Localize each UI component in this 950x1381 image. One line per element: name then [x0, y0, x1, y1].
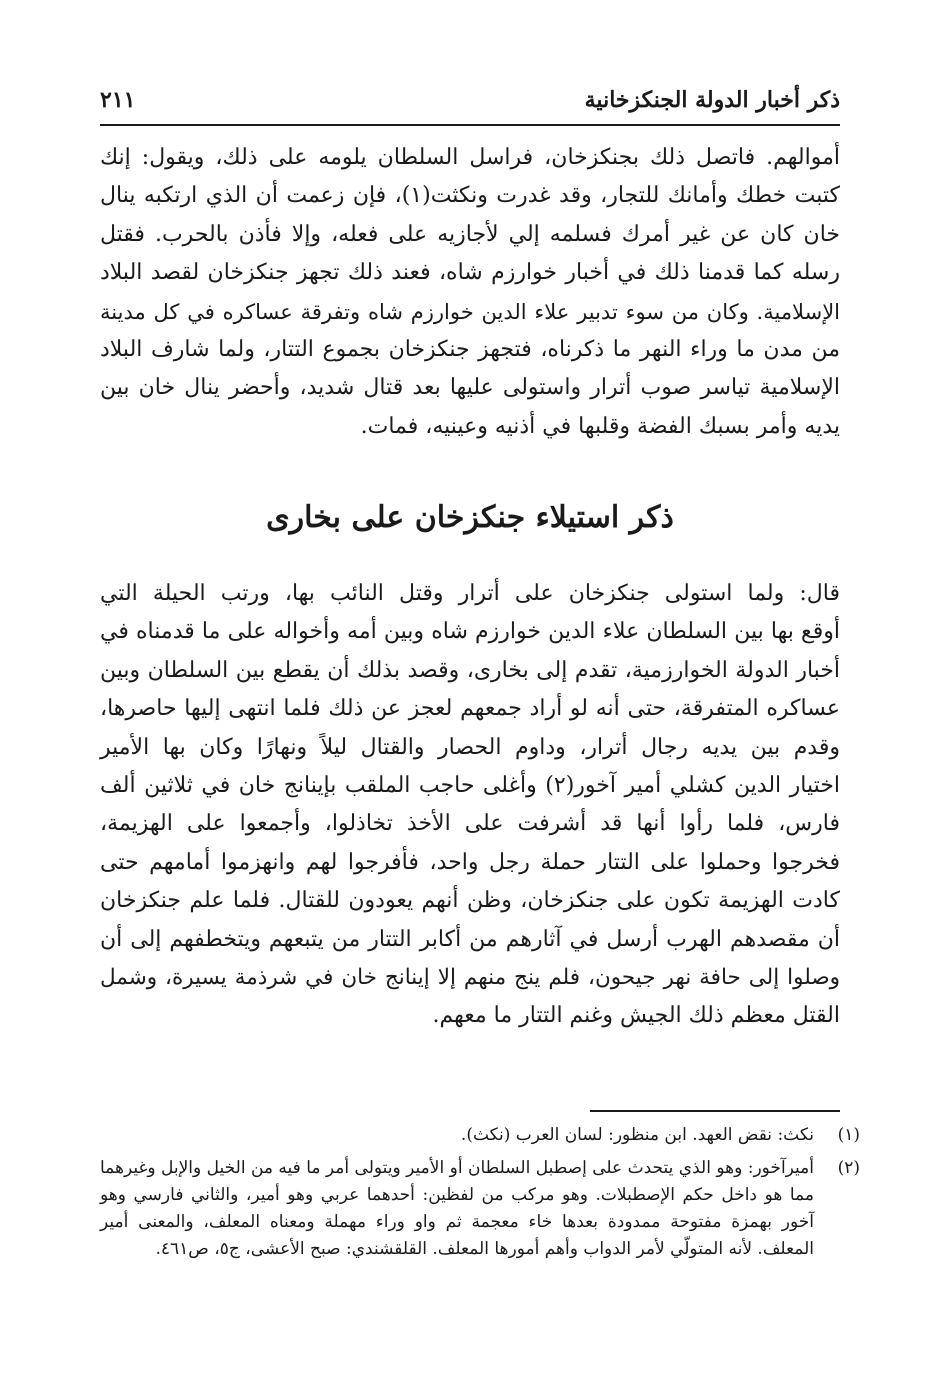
text-line: أوقع بها بين السلطان علاء الدين خوارزم شاه وبين أمه وأخواله على ما قدمناه في: [100, 619, 840, 645]
footnote-number: (١): [837, 1125, 860, 1145]
footnotes: [100, 1122, 860, 1269]
paragraph-1: [100, 139, 840, 446]
page-header: [100, 80, 840, 120]
footnote-rule: [590, 1110, 840, 1112]
text-line: رسله كما قدمنا ذلك في أخبار خوارزم شاه، فعند ذلك تجهز جنكزخان لقصد البلاد: [100, 260, 840, 286]
paragraph-2: [100, 575, 840, 1036]
text-line: فخرجوا وحملوا على التتار حملة رجل واحد، فأفرجوا لهم وانهزموا أمامهم حتى: [100, 849, 840, 875]
text-line: وقدم بين يديه رجال أترار، وداوم الحصار والقتال ليلاً ونهارًا وكان بها الأمير: [100, 734, 840, 760]
text-line: خان كان عن غير أمرك فسلمه إلي لأجازيه على فعله، وإلا فأذن بالحرب. فقتل: [100, 221, 840, 247]
text-line: اختيار الدين كشلي أمير آخور(٢) وأغلى حاجب الملقب بإينانج خان في ثلاثين ألف: [100, 773, 841, 799]
text-line: كادت الهزيمة تكون على جنكزخان، وظن أنهم يعودون للقتال. فلما علم جنكزخان: [100, 888, 840, 914]
text-line: أموالهم. فاتصل ذلك بجنكزخان، فراسل السلطان يلومه على ذلك، ويقول: إنك: [100, 145, 840, 170]
footnote-text: نكث: نقض العهد. ابن منظور: لسان العرب (نكث).: [460, 1125, 814, 1145]
text-line: أن مقصدهم الهرب أرسل في آثارهم من أكابر التتار من يتبعهم ويتخطفهم إلى أن: [100, 926, 840, 952]
footnote-2: [100, 1155, 860, 1263]
footnote-text: أميرآخور: وهو الذي يتحدث على إصطبل السلطان أو الأمير ويتولى أمر ما فيه من الخيل والإبل وغيرهما مما هو داخل حكم الإصطبلات. وهو مركب من لفظين: أحدهما عربي وهو أمير، والثاني فارسي وهو آخور بهمزة مفتوحة ممدودة بعدها خاء معجمة ثم واو وراء مهملة ومعناه المعلف، والمعنى أمير المعلف. لأنه المتولّي لأمر الدواب وأهم أمورها المعلف. القلقشندي: صبح الأعشى، ج٥، ص٤٦١.: [100, 1158, 814, 1259]
text-line: فارس، فلما رأوا أنها قد أشرفت على الأخذ تخاذلوا، وأجمعوا على الهزيمة،: [100, 811, 840, 837]
text-line: الإسلامية تياسر صوب أترار واستولى عليها بعد قتال شديد، وأحضر ينال خان بين: [100, 375, 840, 401]
text-line: قال: ولما استولى جنكزخان على أترار وقتل النائب بها، ورتب الحيلة التي: [100, 581, 840, 606]
page-number: ٢١١: [100, 87, 136, 113]
text-line: يديه وأمر بسبك الفضة وقلبها في أذنيه وعينيه، فمات.: [360, 413, 840, 439]
footnote-number: (٢): [837, 1158, 860, 1178]
text-line: من مدن ما وراء النهر ما ذكرناه، فتجهز جنكزخان بجموع التتار، ولما شارف البلاد: [100, 337, 840, 363]
section-title: ذكر استيلاء جنكزخان على بخارى: [266, 500, 674, 535]
header-rule: [100, 124, 840, 126]
text-line: كتبت خطك وأمانك للتجار، وقد غدرت ونكثت(١)، فإن زعمت أن الذي ارتكبه ينال: [100, 183, 840, 209]
text-line: الإسلامية. وكان من سوء تدبير علاء الدين خوارزم شاه وتفرقة عساكره في كل مدينة: [100, 299, 840, 324]
text-line: أخبار الدولة الخوارزمية، تقدم إلى بخارى، وقصد بذلك أن يقطع بين السلطان وبين: [100, 657, 840, 683]
running-title: ذكر أخبار الدولة الجنكزخانية: [584, 87, 840, 113]
text-line: وصلوا إلى حافة نهر جيحون، فلم ينج منهم إلا إينانج خان في شرذمة يسيرة، وشمل: [100, 965, 840, 991]
text-line: القتل معظم ذلك الجيش وغنم التتار ما معهم.: [432, 1003, 840, 1029]
text-line: عساكره المتفرقة، حتى أنه لو أراد جمعهم لعجز عن ذلك فلما انتهى إليها حاصرها،: [100, 696, 840, 722]
footnote-1: [100, 1122, 860, 1149]
